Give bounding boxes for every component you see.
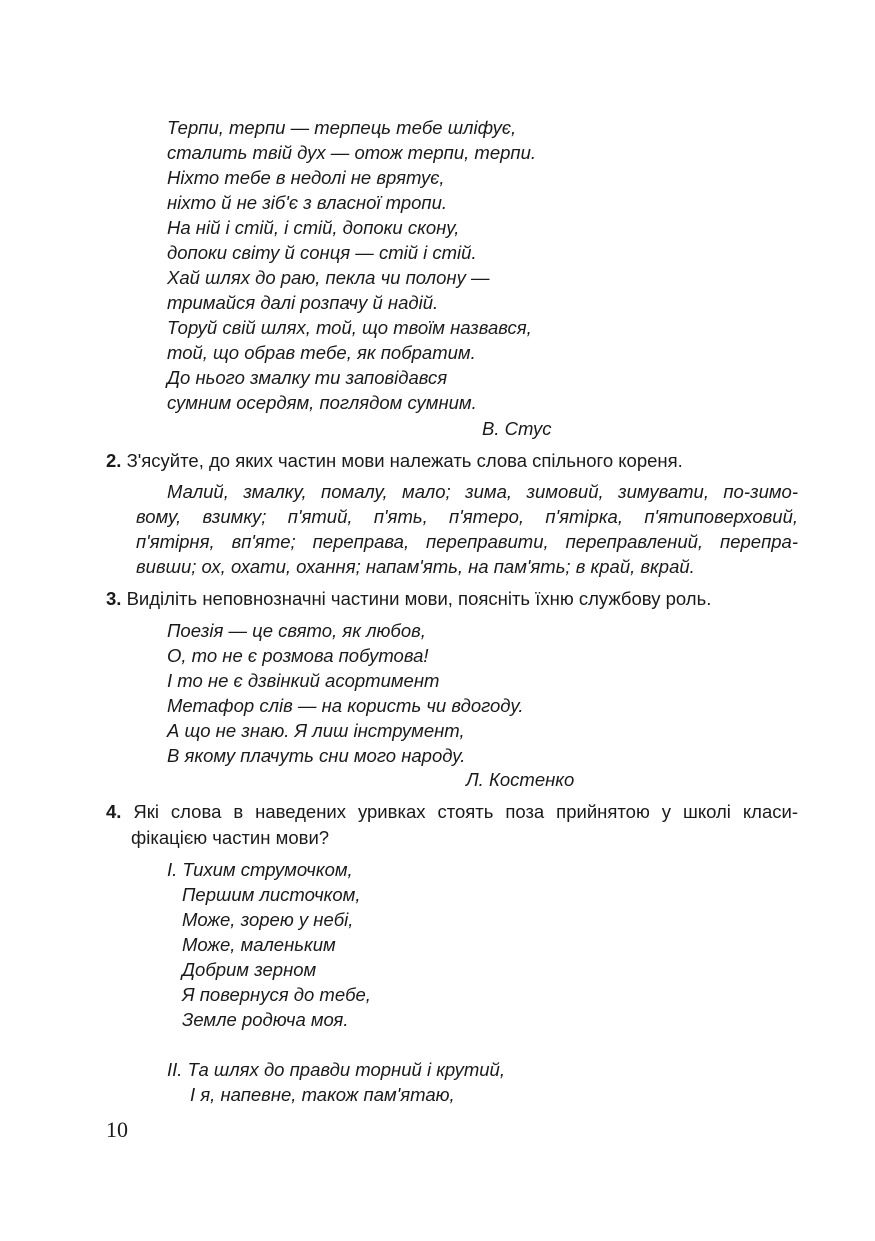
poem-line: тримайся далі розпачу й надій.: [167, 292, 439, 313]
task-number: 4.: [106, 801, 122, 822]
task-number: 3.: [106, 588, 122, 609]
task-4-question: [106, 799, 798, 825]
excerpt-line: І я, напевне, також пам'ятаю,: [190, 1084, 455, 1105]
excerpt-line: Може, зорею у небі,: [182, 909, 354, 930]
excerpt-line: ІІ. Та шлях до правди торний і крутий,: [167, 1059, 505, 1080]
excerpt-line: Може, маленьким: [182, 934, 336, 955]
poem-author: Л. Костенко: [466, 769, 575, 790]
task-text: Які слова в наведених уривках стоять поза прийнятою у школі класи-: [133, 801, 799, 822]
task-number: 2.: [106, 450, 122, 471]
task-4-question-continued: фікацією частин мови?: [131, 827, 330, 848]
excerpt-line: І. Тихим струмочком,: [167, 859, 353, 880]
example-line: Малий, змалку, помалу, мало; зима, зимовий, зимувати, по-зимо-: [167, 481, 798, 502]
task-2-question: [106, 448, 798, 474]
poem-line: На ній і стій, і стій, допоки скону,: [167, 217, 460, 238]
poem-line: сумним осердям, поглядом сумним.: [167, 392, 477, 413]
poem-author: В. Стус: [482, 418, 552, 439]
poem-line: сталить твій дух — отож терпи, терпи.: [167, 142, 537, 163]
excerpt-line: Першим листочком,: [182, 884, 361, 905]
poem-line: допоки світу й сонця — стій і стій.: [167, 242, 477, 263]
poem-line: Торуй свій шлях, той, що твоїм назвався,: [167, 317, 532, 338]
poem-line: До нього змалку ти заповідався: [167, 367, 448, 388]
task-text: З'ясуйте, до яких частин мови належать слова спільного кореня.: [126, 450, 683, 471]
poem-line: А що не знаю. Я лиш інструмент,: [167, 720, 465, 741]
poem-line: Метафор слів — на користь чи вдогоду.: [167, 695, 524, 716]
poem-line: ніхто й не зіб'є з власної тропи.: [167, 192, 448, 213]
example-line: п'ятірня, вп'яте; переправа, переправити, переправлений, перепра-: [136, 531, 798, 552]
excerpt-line: Я повернуся до тебе,: [182, 984, 371, 1005]
poem-line: В якому плачуть сни мого народу.: [167, 745, 466, 766]
poem-line: Ніхто тебе в недолі не врятує,: [167, 167, 445, 188]
page-number: 10: [106, 1117, 128, 1142]
task-3-question: [106, 586, 798, 612]
poem-line: Хай шлях до раю, пекла чи полону —: [167, 267, 490, 288]
task-text: Виділіть неповнозначні частини мови, поясніть їхню службову роль.: [126, 588, 712, 609]
poem-line: той, що обрав тебе, як побратим.: [167, 342, 476, 363]
example-line: вивши; ох, охати, охання; напам'ять, на пам'ять; в край, вкрай.: [136, 556, 695, 577]
poem-line: О, то не є розмова побутова!: [167, 645, 429, 666]
poem-line: Поезія — це свято, як любов,: [167, 620, 426, 641]
example-line: вому, взимку; п'ятий, п'ять, п'ятеро, п'ятірка, п'ятиповерховий,: [136, 506, 798, 527]
excerpt-line: Земле родюча моя.: [182, 1009, 349, 1030]
poem-line: І то не є дзвінкий асортимент: [167, 670, 440, 691]
excerpt-line: Добрим зерном: [182, 959, 317, 980]
poem-line: Терпи, терпи — терпець тебе шліфує,: [167, 117, 517, 138]
